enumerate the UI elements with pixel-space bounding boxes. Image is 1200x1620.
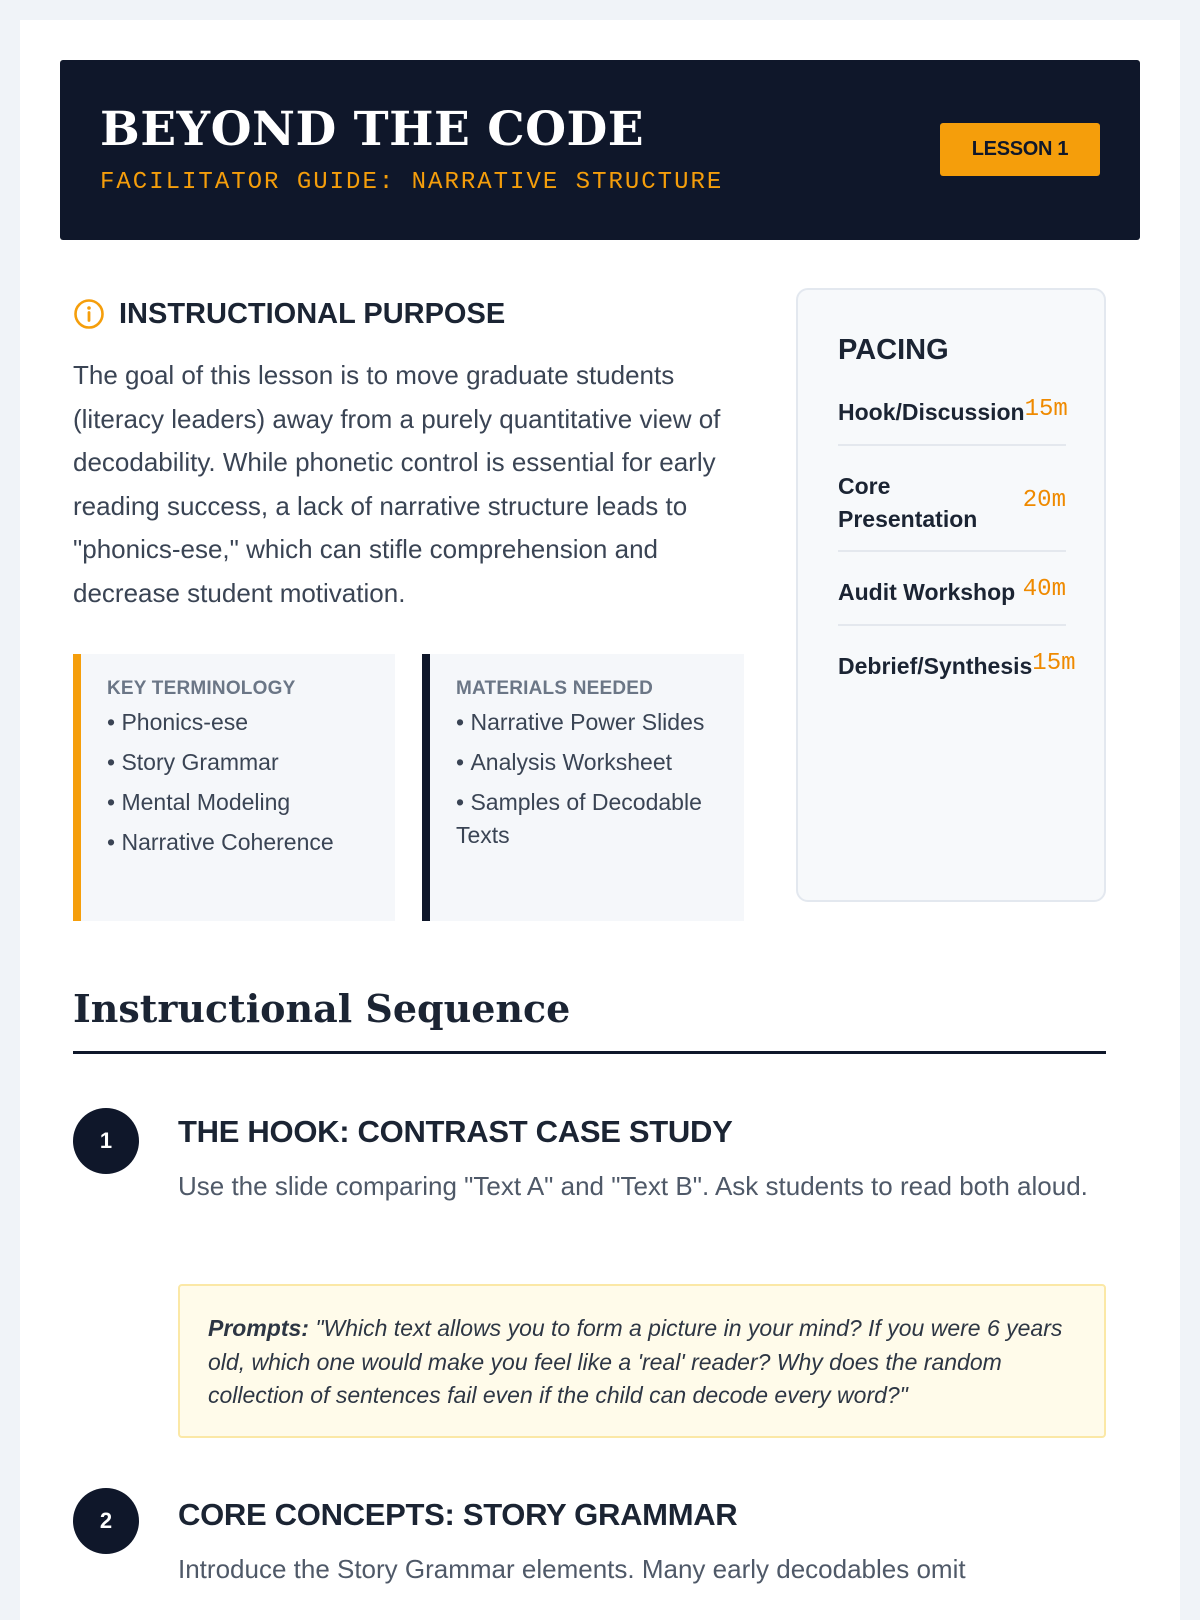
pacing-row	[838, 470, 1066, 552]
terminology-item: • Narrative Coherence	[107, 826, 395, 859]
key-terminology-label: KEY TERMINOLOGY	[107, 678, 296, 699]
pacing-row	[838, 650, 1076, 690]
page	[20, 20, 1180, 1620]
pacing-activity: Hook/Discussion	[838, 399, 1025, 425]
pacing-time: 15m	[1024, 396, 1068, 423]
pacing-panel	[796, 288, 1106, 902]
terminology-item: • Mental Modeling	[107, 786, 395, 819]
materials-item: • Narrative Power Slides	[456, 706, 744, 739]
materials-item: • Samples of Decodable Texts	[456, 786, 744, 852]
pacing-activity: Debrief/Synthesis	[838, 653, 1033, 679]
pacing-row	[838, 576, 1066, 626]
pacing-activity: Core Presentation	[838, 473, 978, 532]
page-title: BEYOND THE CODE	[100, 102, 645, 157]
purpose-text: The goal of this lesson is to move graduate students (literacy leaders) away from a purely quantitative view of decodability. While phonetic control is essential for early reading success, a lack of narrative structure leads to "phonics-ese," which can stifle comprehension and decrease student motivation.	[73, 360, 721, 608]
lesson-badge: LESSON 1	[940, 123, 1100, 176]
prompt-text: "Which text allows you to form a picture in your mind? If you were 6 years old, which one would make you feel like a 'real' reader? Why does the random collection of sentences fail even if the child can decode every word?"	[208, 1315, 1063, 1408]
info-icon	[73, 298, 105, 330]
sequence-title: Instructional Sequence	[73, 986, 571, 1031]
materials-card	[422, 654, 744, 921]
sequence-divider	[73, 1051, 1106, 1054]
key-terminology-card	[73, 654, 395, 921]
header-banner	[60, 60, 1140, 240]
pacing-row	[838, 396, 1066, 446]
prompt-callout	[178, 1284, 1106, 1438]
step-title: THE HOOK: CONTRAST CASE STUDY	[178, 1114, 733, 1149]
purpose-title: INSTRUCTIONAL PURPOSE	[119, 297, 506, 330]
pacing-time: 20m	[1022, 487, 1066, 514]
materials-item: • Analysis Worksheet	[456, 746, 744, 779]
pacing-activity: Audit Workshop	[838, 579, 1016, 605]
materials-label: MATERIALS NEEDED	[456, 678, 654, 699]
step-number-badge: 2	[73, 1488, 139, 1554]
prompt-label: Prompts:	[208, 1315, 309, 1341]
step-title: CORE CONCEPTS: STORY GRAMMAR	[178, 1497, 738, 1532]
step-description: Use the slide comparing "Text A" and "Text B". Ask students to read both aloud.	[178, 1171, 1088, 1201]
pacing-title: PACING	[838, 334, 949, 366]
terminology-item: • Story Grammar	[107, 746, 395, 779]
pacing-time: 15m	[1032, 650, 1076, 677]
purpose-heading	[73, 294, 505, 334]
step-description: Introduce the Story Grammar elements. Many early decodables omit	[178, 1554, 966, 1584]
terminology-item: • Phonics-ese	[107, 706, 395, 739]
step-number-badge: 1	[73, 1108, 139, 1174]
pacing-time: 40m	[1022, 576, 1066, 603]
page-subtitle: FACILITATOR GUIDE: NARRATIVE STRUCTURE	[100, 169, 724, 196]
